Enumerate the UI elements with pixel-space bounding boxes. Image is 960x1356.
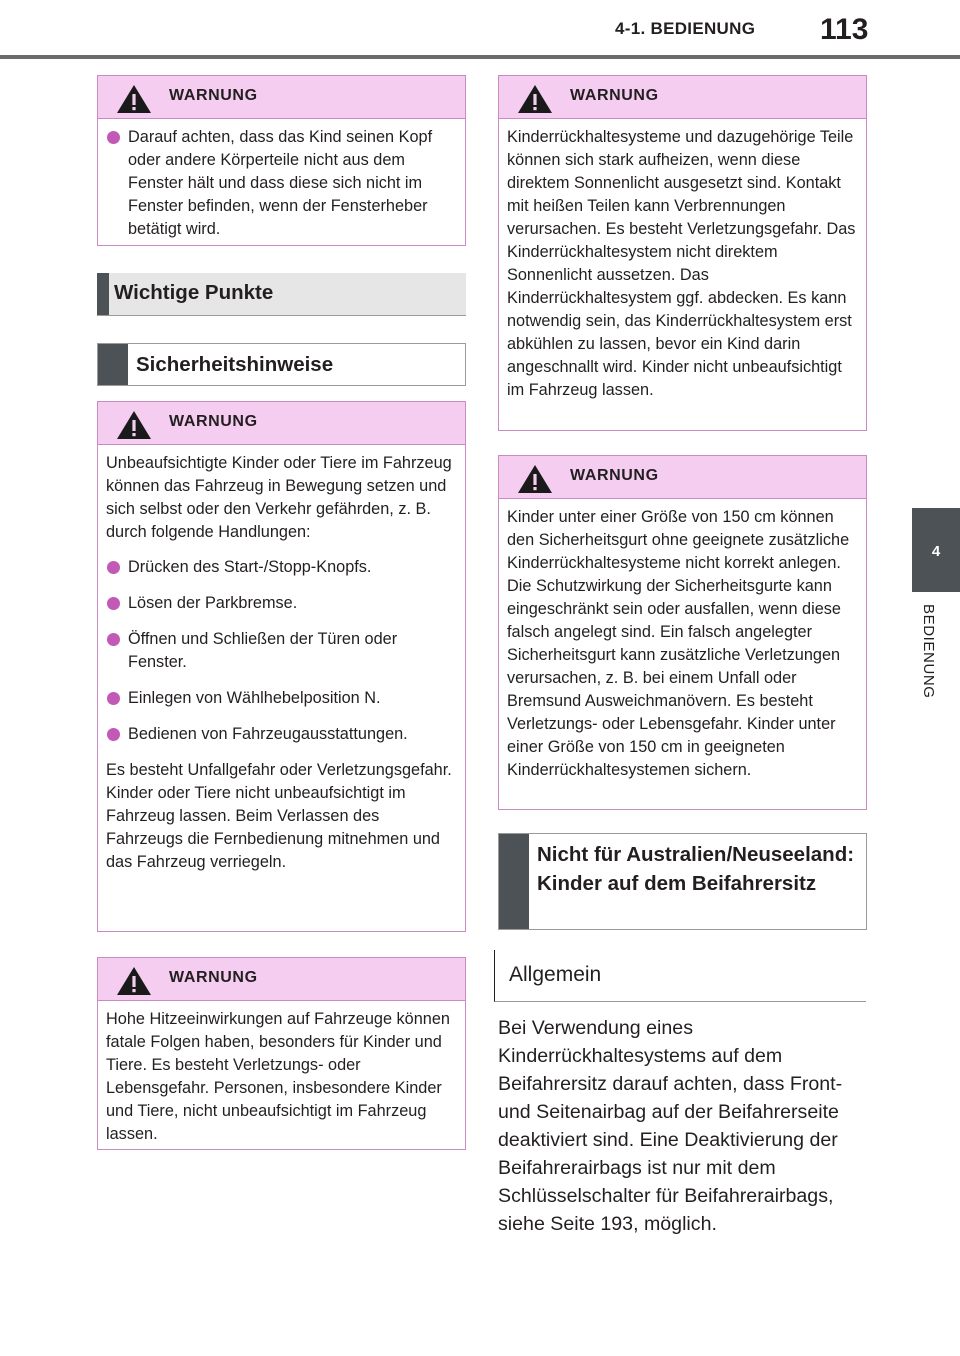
warning-header: [499, 456, 866, 499]
chapter-tab: [912, 508, 960, 592]
bullet-icon: [107, 728, 120, 741]
chapter-title: 4-1. BEDIENUNG: [615, 19, 756, 38]
warning-header: [98, 76, 465, 119]
heading-front-passenger: [498, 833, 867, 930]
page-number: 113: [820, 13, 869, 46]
bullet-icon: [107, 597, 120, 610]
warning-text: Kinderrückhaltesysteme und dazugehörige Teile können sich stark aufheizen, wenn diese direktem Sonnenlicht ausgesetzt sind. Kontakt mit heißen Teilen kann Verbrennungen verursachen. Es besteht Verletzungsgefahr. Das Kinderrückhaltesystem nicht direktem Sonnenlicht aussetzen. Das Kinderrückhaltesystem ggf. abdecken. Es kann notwendig sein, das Kinderrückhaltesystem erst abkühlen zu lassen, bevor ein Kind darin angeschnallt wird. Kinder nicht unbeaufsichtigt im Fahrzeug lassen.: [507, 128, 856, 399]
warning-title: WARNUNG: [570, 87, 659, 104]
bullet-icon: [107, 561, 120, 574]
warning-box-seatbelt: [498, 455, 867, 810]
heading-accent: [499, 834, 529, 929]
subheading-text: Allgemein: [509, 963, 602, 986]
warning-title: WARNUNG: [570, 467, 659, 484]
warning-intro: Unbeaufsichtigte Kinder oder Tiere im Fahrzeug können das Fahrzeug in Bewegung setzen und sich selbst oder den Verkehr gefährden, z. B. durch folgende Handlungen:: [106, 454, 452, 541]
list-item: Lösen der Parkbremse.: [106, 592, 457, 615]
warning-header: [499, 76, 866, 119]
warning-box-heat: [97, 957, 466, 1150]
list-item: Einlegen von Wählhebelposition N.: [106, 687, 457, 710]
warning-box-hot-parts: [498, 75, 867, 431]
list-item: Öffnen und Schließen der Türen oder Fenster.: [106, 628, 457, 674]
header-rule: [0, 55, 960, 59]
heading-accent: [98, 344, 128, 385]
warning-title: WARNUNG: [169, 413, 258, 430]
warning-triangle-icon: [116, 410, 152, 440]
heading-text: Nicht für Australien/Neuseeland: Kinder auf dem Beifahrersitz: [537, 843, 855, 895]
bullet-icon: [107, 692, 120, 705]
warning-title: WARNUNG: [169, 87, 258, 104]
warning-triangle-icon: [517, 464, 553, 494]
bullet-icon: [107, 131, 120, 144]
warning-box-window: [97, 75, 466, 246]
warning-text: Kinder unter einer Größe von 150 cm können den Sicherheitsgurt ohne geeignete zusätzliche Kinderrückhaltesysteme nicht korrekt anlegen. Die Schutzwirkung der Sicherheitsgurte kann eingeschränkt sein oder ausfallen, wenn diese falsch angelegt sind. Ein falsch angelegter Sicherheitsgurt kann zusätzliche Verletzungen verursachen, z. B. bei einem Unfall oder Bremsund Ausweichmanövern. Es besteht Verletzungs- oder Lebensgefahr. Kinder unter einer Größe von 150 cm in geeigneten Kinderrückhaltesystemen sichern.: [507, 508, 850, 779]
warning-title: WARNUNG: [169, 969, 258, 986]
warning-header: [98, 402, 465, 445]
warning-triangle-icon: [116, 84, 152, 114]
subheading-general: [494, 950, 866, 1002]
warning-text: Hohe Hitzeeinwirkungen auf Fahrzeuge können fatale Folgen haben, besonders für Kinder und Tiere. Es besteht Verletzungs- oder Lebensgefahr. Personen, insbesondere Kinder und Tiere, nicht unbeaufsichtigt im Fahrzeug lassen.: [106, 1010, 450, 1143]
body-paragraph: Bei Verwendung eines Kinderrückhaltesystems auf dem Beifahrersitz darauf achten, dass Front- und Seitenairbag auf der Beifahrerseite deaktiviert sind. Eine Deaktivierung der Beifahrerairbags ist nur mit dem Schlüsselschalter für Beifahrerairbags, siehe Seite 193, möglich.: [498, 1017, 843, 1235]
warning-outro: Es besteht Unfallgefahr oder Verletzungsgefahr. Kinder oder Tiere nicht unbeaufsichtigt im Fahrzeug lassen. Beim Verlassen des Fahrzeugs die Fernbedienung mitnehmen und das Fahrzeug verriegeln.: [106, 761, 452, 871]
heading-safety-notes: [97, 343, 466, 386]
warning-triangle-icon: [517, 84, 553, 114]
heading-text: Sicherheitshinweise: [136, 353, 334, 376]
warning-box-unattended: [97, 401, 466, 932]
heading-important-points: [97, 273, 466, 316]
heading-accent: [97, 273, 109, 315]
heading-text: Wichtige Punkte: [114, 281, 274, 304]
list-item: Drücken des Start-/Stopp-Knopfs.: [106, 556, 457, 579]
list-item: Bedienen von Fahrzeugausstattungen.: [106, 723, 457, 746]
warning-header: [98, 958, 465, 1001]
list-item: Darauf achten, dass das Kind seinen Kopf oder andere Körperteile nicht aus dem Fenster hält und dass diese sich nicht im Fenster befinden, wenn der Fensterheber betätigt wird.: [106, 126, 457, 241]
bullet-icon: [107, 633, 120, 646]
warning-triangle-icon: [116, 966, 152, 996]
chapter-tab-label: BEDIENUNG: [920, 604, 937, 699]
chapter-tab-number: 4: [931, 543, 941, 560]
